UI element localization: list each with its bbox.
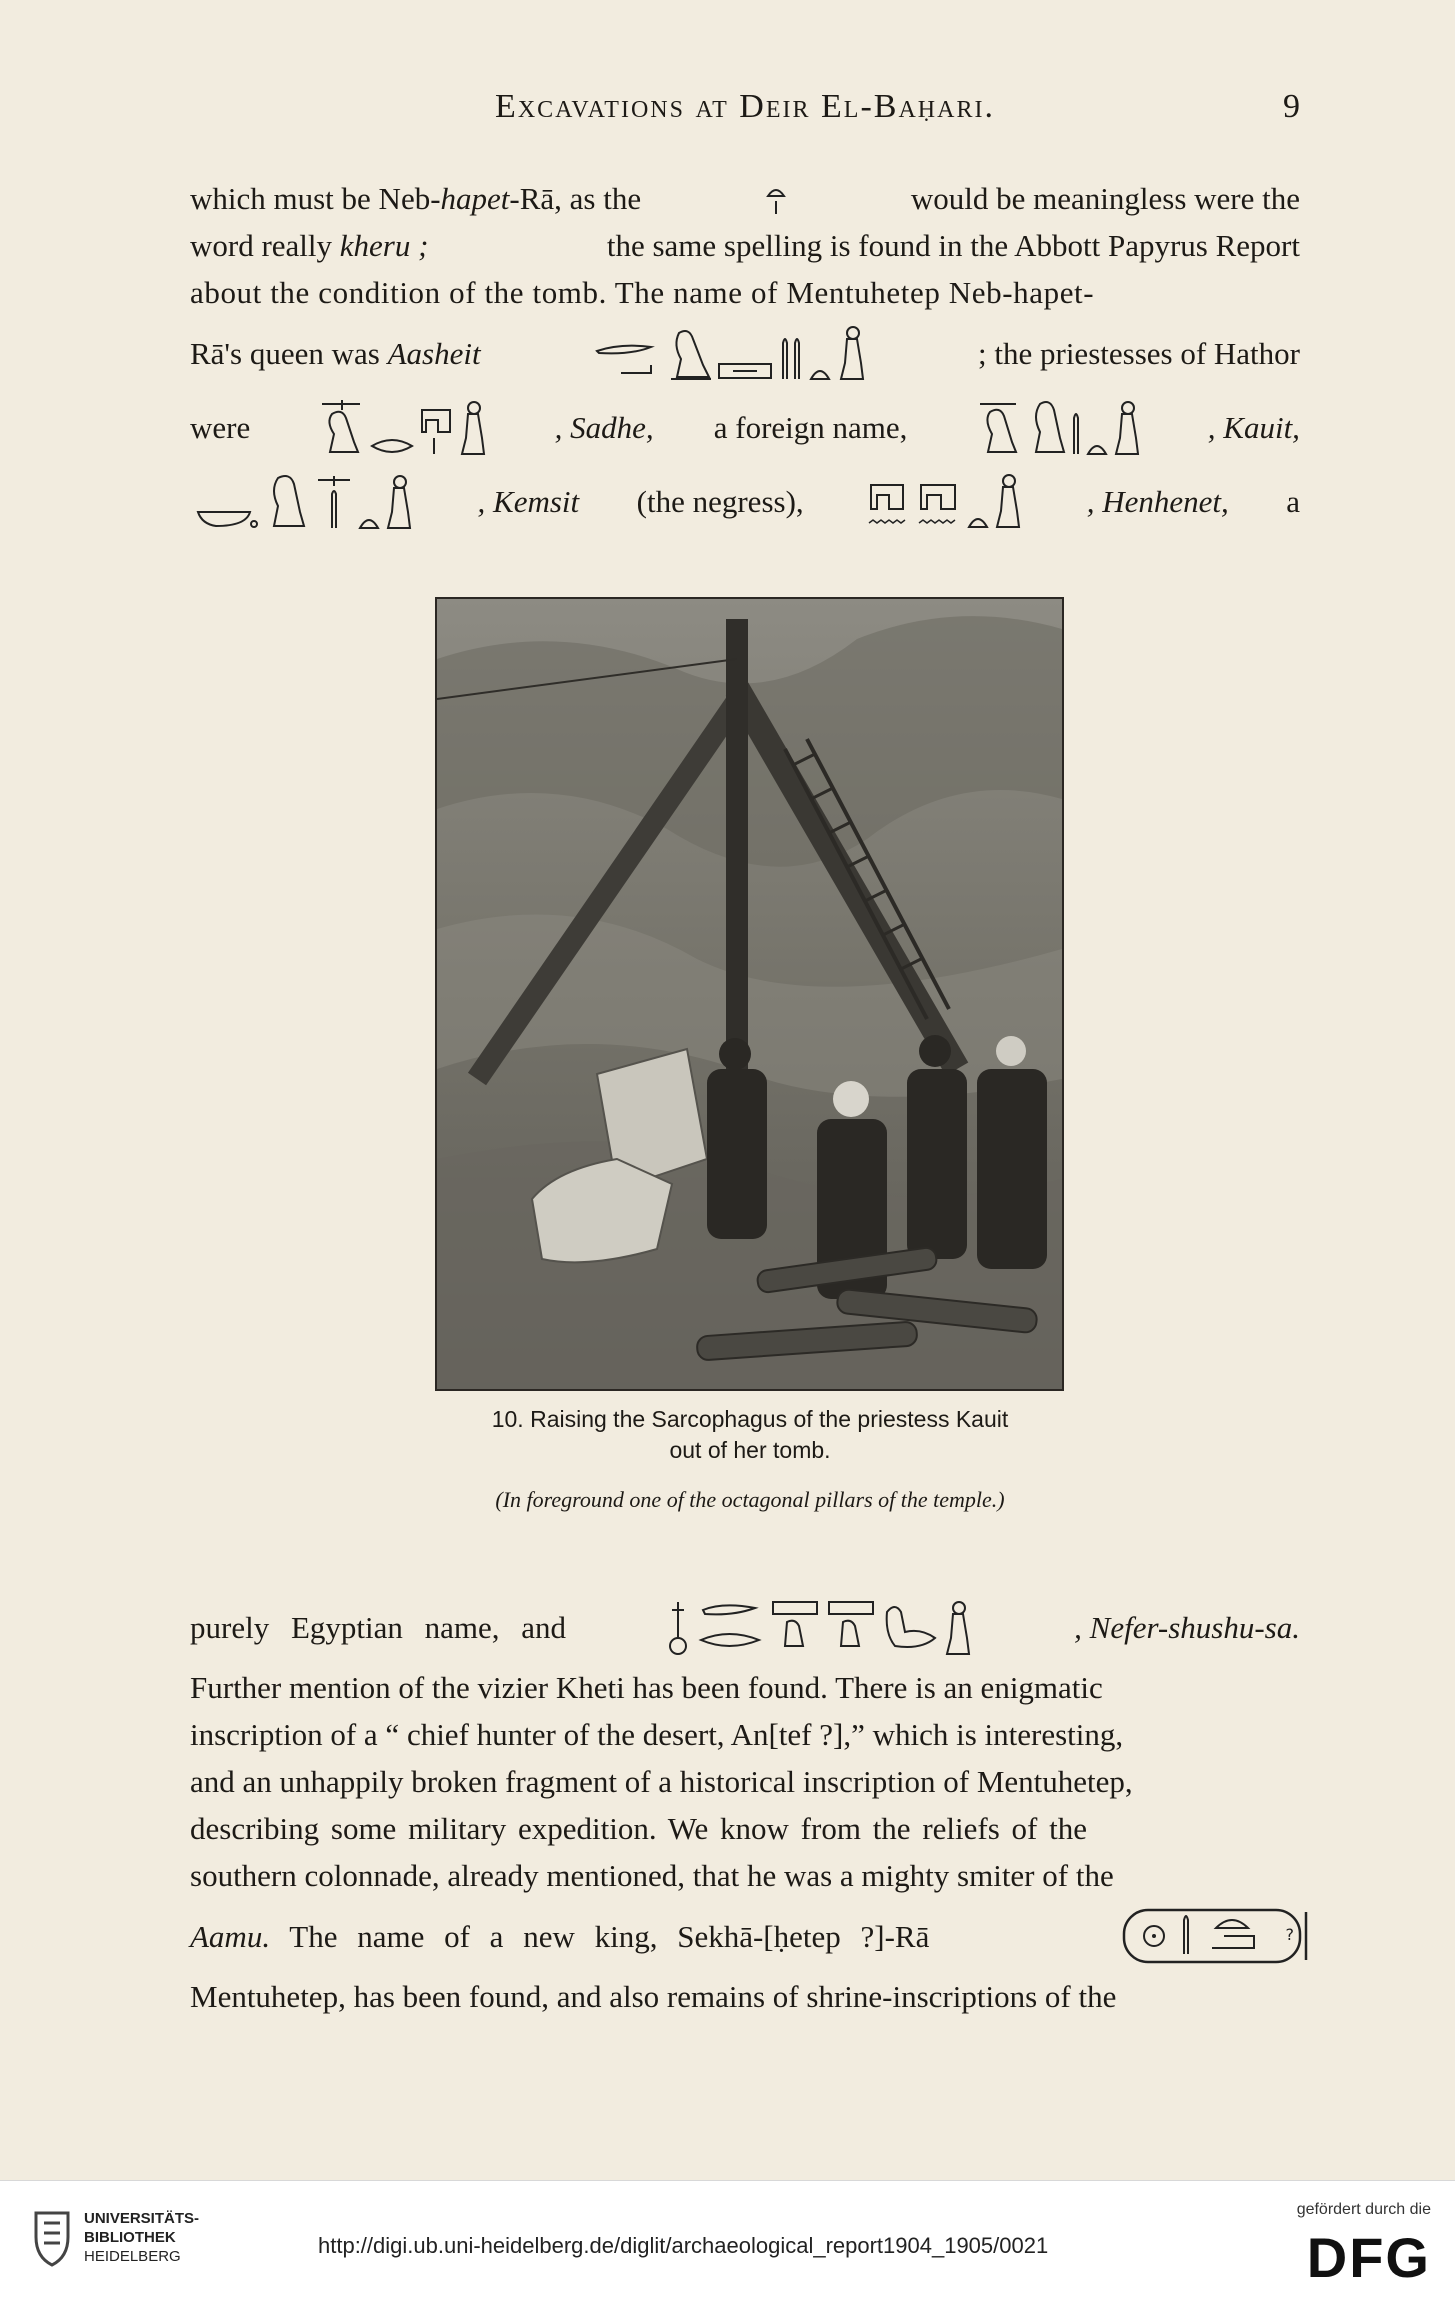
university-library-logo-icon <box>32 2209 72 2267</box>
hieroglyph-nefer-shushu-sa-group <box>667 1598 973 1656</box>
text-line: inscription of a “ chief hunter of the desert, An[tef ?],” which is interesting, <box>190 1717 1124 1752</box>
text-line: Mentuhetep, has been found, and also remains of shrine-inscriptions of the <box>190 1979 1117 2014</box>
document-url-link[interactable]: http://digi.ub.uni-heidelberg.de/diglit/archaeological_report1904_1905/0021 <box>318 2233 1049 2258</box>
text-line: which must be Neb-hapet-Rā, as the would be meaningless were the <box>190 181 1300 216</box>
text-line: word really kheru ; the same spelling is found in the Abbott Papyrus Report <box>190 228 1300 263</box>
text-line: Aamu. The name of a new king, Sekhā-[ḥetep ?]-Rā ? <box>190 1899 1300 1973</box>
running-title: Excavations at Deir El-Baḥari. <box>495 88 995 125</box>
text-line: purely Egyptian name, and , Nefer-shushu-sa. <box>190 1590 1300 1664</box>
hieroglyph-sadhe-group <box>316 398 488 456</box>
text-line: were , Sadhe, a foreign name, , Kauit, <box>190 390 1300 464</box>
body-text-upper <box>190 175 1300 538</box>
text-line: , Kemsit (the negress), , Henhenet, a <box>190 464 1300 538</box>
library-name: UNIVERSITÄTS- BIBLIOTHEK HEIDELBERG <box>84 2210 200 2265</box>
hieroglyph-kher-sign <box>765 182 787 216</box>
text-line: Further mention of the vizier Kheti has been found. There is an enigmatic <box>190 1670 1103 1705</box>
text-line: Rā's queen was Aasheit ; the priestesses of Hathor <box>190 316 1300 390</box>
hieroglyph-kemsit-group <box>196 472 414 530</box>
hieroglyph-henhenet-group <box>867 473 1023 529</box>
text-line: and an unhappily broken fragment of a historical inscription of Mentuhetep, <box>190 1764 1133 1799</box>
text-line: southern colonnade, already mentioned, that he was a mighty smiter of the <box>190 1858 1114 1893</box>
body-text-lower <box>190 1590 1300 2020</box>
digital-library-footer <box>0 2180 1455 2300</box>
funder-label: gefördert durch die <box>1296 2201 1431 2218</box>
photograph-sarcophagus-raising <box>435 597 1064 1391</box>
page-number: 9 <box>1283 88 1300 125</box>
dfg-logo: DFG <box>1306 2226 1431 2289</box>
text-line: about the condition of the tomb. The name of Mentuhetep Neb-hapet- <box>190 275 1095 310</box>
figure-caption-note: (In foreground one of the octagonal pillars of the temple.) <box>495 1487 1005 1512</box>
hieroglyph-kauit-group <box>974 398 1142 456</box>
running-head <box>190 88 1300 138</box>
hieroglyph-aasheit-group <box>591 325 867 381</box>
figure-caption: 10. Raising the Sarcophagus of the priestess Kauit out of her tomb. <box>491 1406 1009 1463</box>
photograph-image <box>437 599 1062 1389</box>
cartouche-sekha-hetep-ra: ? <box>1120 1906 1295 1966</box>
text-line: describing some military expedition. We know from the reliefs of the <box>190 1811 1087 1846</box>
